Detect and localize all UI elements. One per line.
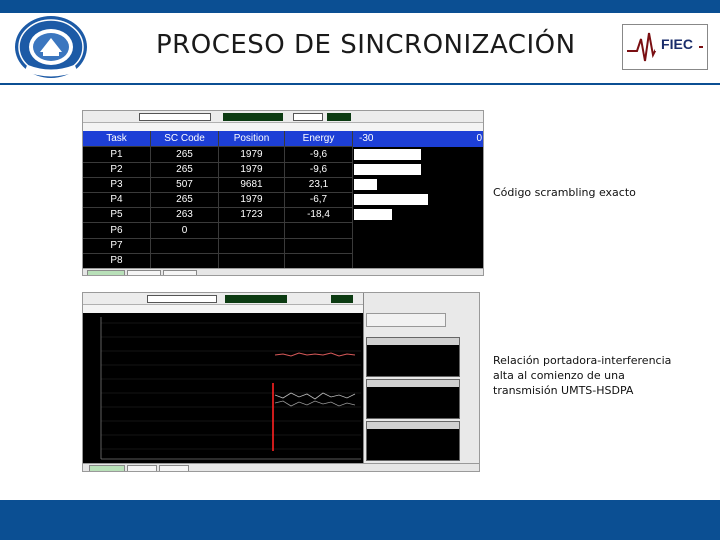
footer-band xyxy=(0,500,720,540)
cell-task: P2 xyxy=(83,162,151,178)
caption-line-1: Relación portadora-interferencia xyxy=(493,354,672,367)
cell-position: 1723 xyxy=(219,207,285,223)
energy-bar xyxy=(354,179,377,190)
cell-energy: -6,7 xyxy=(285,192,353,208)
top-stripe xyxy=(0,0,720,13)
fiec-logo xyxy=(622,24,708,70)
cell-position: 9681 xyxy=(219,177,285,193)
fiec-logo-text: FIEC xyxy=(661,36,693,52)
table-row xyxy=(83,147,353,163)
cell-energy: -9,6 xyxy=(285,162,353,178)
header-task: Task xyxy=(83,131,151,147)
status-display-2 xyxy=(225,295,287,303)
cell-task: P6 xyxy=(83,223,151,239)
screenshot-carrier-interference xyxy=(82,292,480,472)
espol-seal-logo xyxy=(12,14,90,80)
caption-line-2: alta al comienzo de una xyxy=(493,369,625,382)
measurement-side-panel xyxy=(363,293,480,463)
cell-sc-code: 265 xyxy=(151,147,219,163)
table-row xyxy=(83,253,353,269)
energy-scale-max: 0 xyxy=(476,133,482,144)
cell-sc-code: 265 xyxy=(151,192,219,208)
measurement-table-3 xyxy=(366,421,460,461)
status-display xyxy=(223,113,283,121)
worksheet-tab-2-2[interactable] xyxy=(127,465,157,472)
toolbar-select[interactable] xyxy=(293,113,323,121)
table-row xyxy=(83,238,353,254)
worksheet-tab-2-3[interactable] xyxy=(159,465,189,472)
cell-task: P8 xyxy=(83,253,151,269)
energy-bar xyxy=(354,149,421,160)
cell-sc-code: 265 xyxy=(151,162,219,178)
cell-task: P5 xyxy=(83,207,151,223)
header-sc-code: SC Code xyxy=(151,131,219,147)
cell-position: 1979 xyxy=(219,192,285,208)
header-rule xyxy=(0,83,720,85)
app-menu-strip xyxy=(83,123,484,131)
cell-task: P7 xyxy=(83,238,151,254)
slide-title: PROCESO DE SINCRONIZACIÓN xyxy=(156,30,576,60)
energy-bar-area xyxy=(353,131,484,268)
cell-task: P1 xyxy=(83,147,151,163)
caption-scrambling: Código scrambling exacto xyxy=(493,186,636,199)
cell-position xyxy=(219,238,285,254)
energy-bar xyxy=(354,209,392,220)
app-toolbar xyxy=(83,111,484,123)
cell-task: P3 xyxy=(83,177,151,193)
energy-bar xyxy=(354,194,428,205)
cell-energy: 23,1 xyxy=(285,177,353,193)
worksheet-tab-1[interactable] xyxy=(87,270,125,276)
table-row xyxy=(83,177,353,193)
toolbar-dropdown-2[interactable] xyxy=(147,295,217,303)
caption-line-3: transmisión UMTS-HSDPA xyxy=(493,384,634,397)
table-header xyxy=(83,131,353,147)
cell-position xyxy=(219,253,285,269)
table-row xyxy=(83,162,353,178)
measurement-table-2 xyxy=(366,379,460,419)
worksheet-tab-3[interactable] xyxy=(163,270,197,276)
worksheet-tab-2-1[interactable] xyxy=(89,465,125,472)
cell-energy: -9,6 xyxy=(285,147,353,163)
energy-scale-min: -30 xyxy=(359,133,374,144)
cell-sc-code: 0 xyxy=(151,223,219,239)
status-display-small-2 xyxy=(331,295,353,303)
cell-task: P4 xyxy=(83,192,151,208)
cell-position xyxy=(219,223,285,239)
cell-energy: -18,4 xyxy=(285,207,353,223)
measurement-table-1 xyxy=(366,337,460,377)
energy-scale xyxy=(353,131,484,147)
cell-sc-code: 263 xyxy=(151,207,219,223)
cell-sc-code xyxy=(151,253,219,269)
table-row xyxy=(83,207,353,223)
worksheet-tab-2[interactable] xyxy=(127,270,161,276)
ci-time-plot xyxy=(83,313,363,463)
cell-position: 1979 xyxy=(219,147,285,163)
screenshot-scrambling-code xyxy=(82,110,484,276)
app-menu-strip-2 xyxy=(83,305,363,313)
toolbar-dropdown[interactable] xyxy=(139,113,211,121)
cell-sc-code: 507 xyxy=(151,177,219,193)
cell-energy xyxy=(285,253,353,269)
cell-position: 1979 xyxy=(219,162,285,178)
cell-energy xyxy=(285,238,353,254)
status-display-small xyxy=(327,113,351,121)
caption-carrier-interference xyxy=(493,353,703,398)
side-panel-info xyxy=(366,313,446,327)
cell-energy xyxy=(285,223,353,239)
sync-results-table xyxy=(83,131,484,268)
cell-sc-code xyxy=(151,238,219,254)
table-row xyxy=(83,223,353,239)
header-energy: Energy xyxy=(285,131,353,147)
table-row xyxy=(83,192,353,208)
energy-bar xyxy=(354,164,421,175)
worksheet-tabs-2 xyxy=(83,463,480,472)
worksheet-tabs xyxy=(83,268,484,276)
header-position: Position xyxy=(219,131,285,147)
